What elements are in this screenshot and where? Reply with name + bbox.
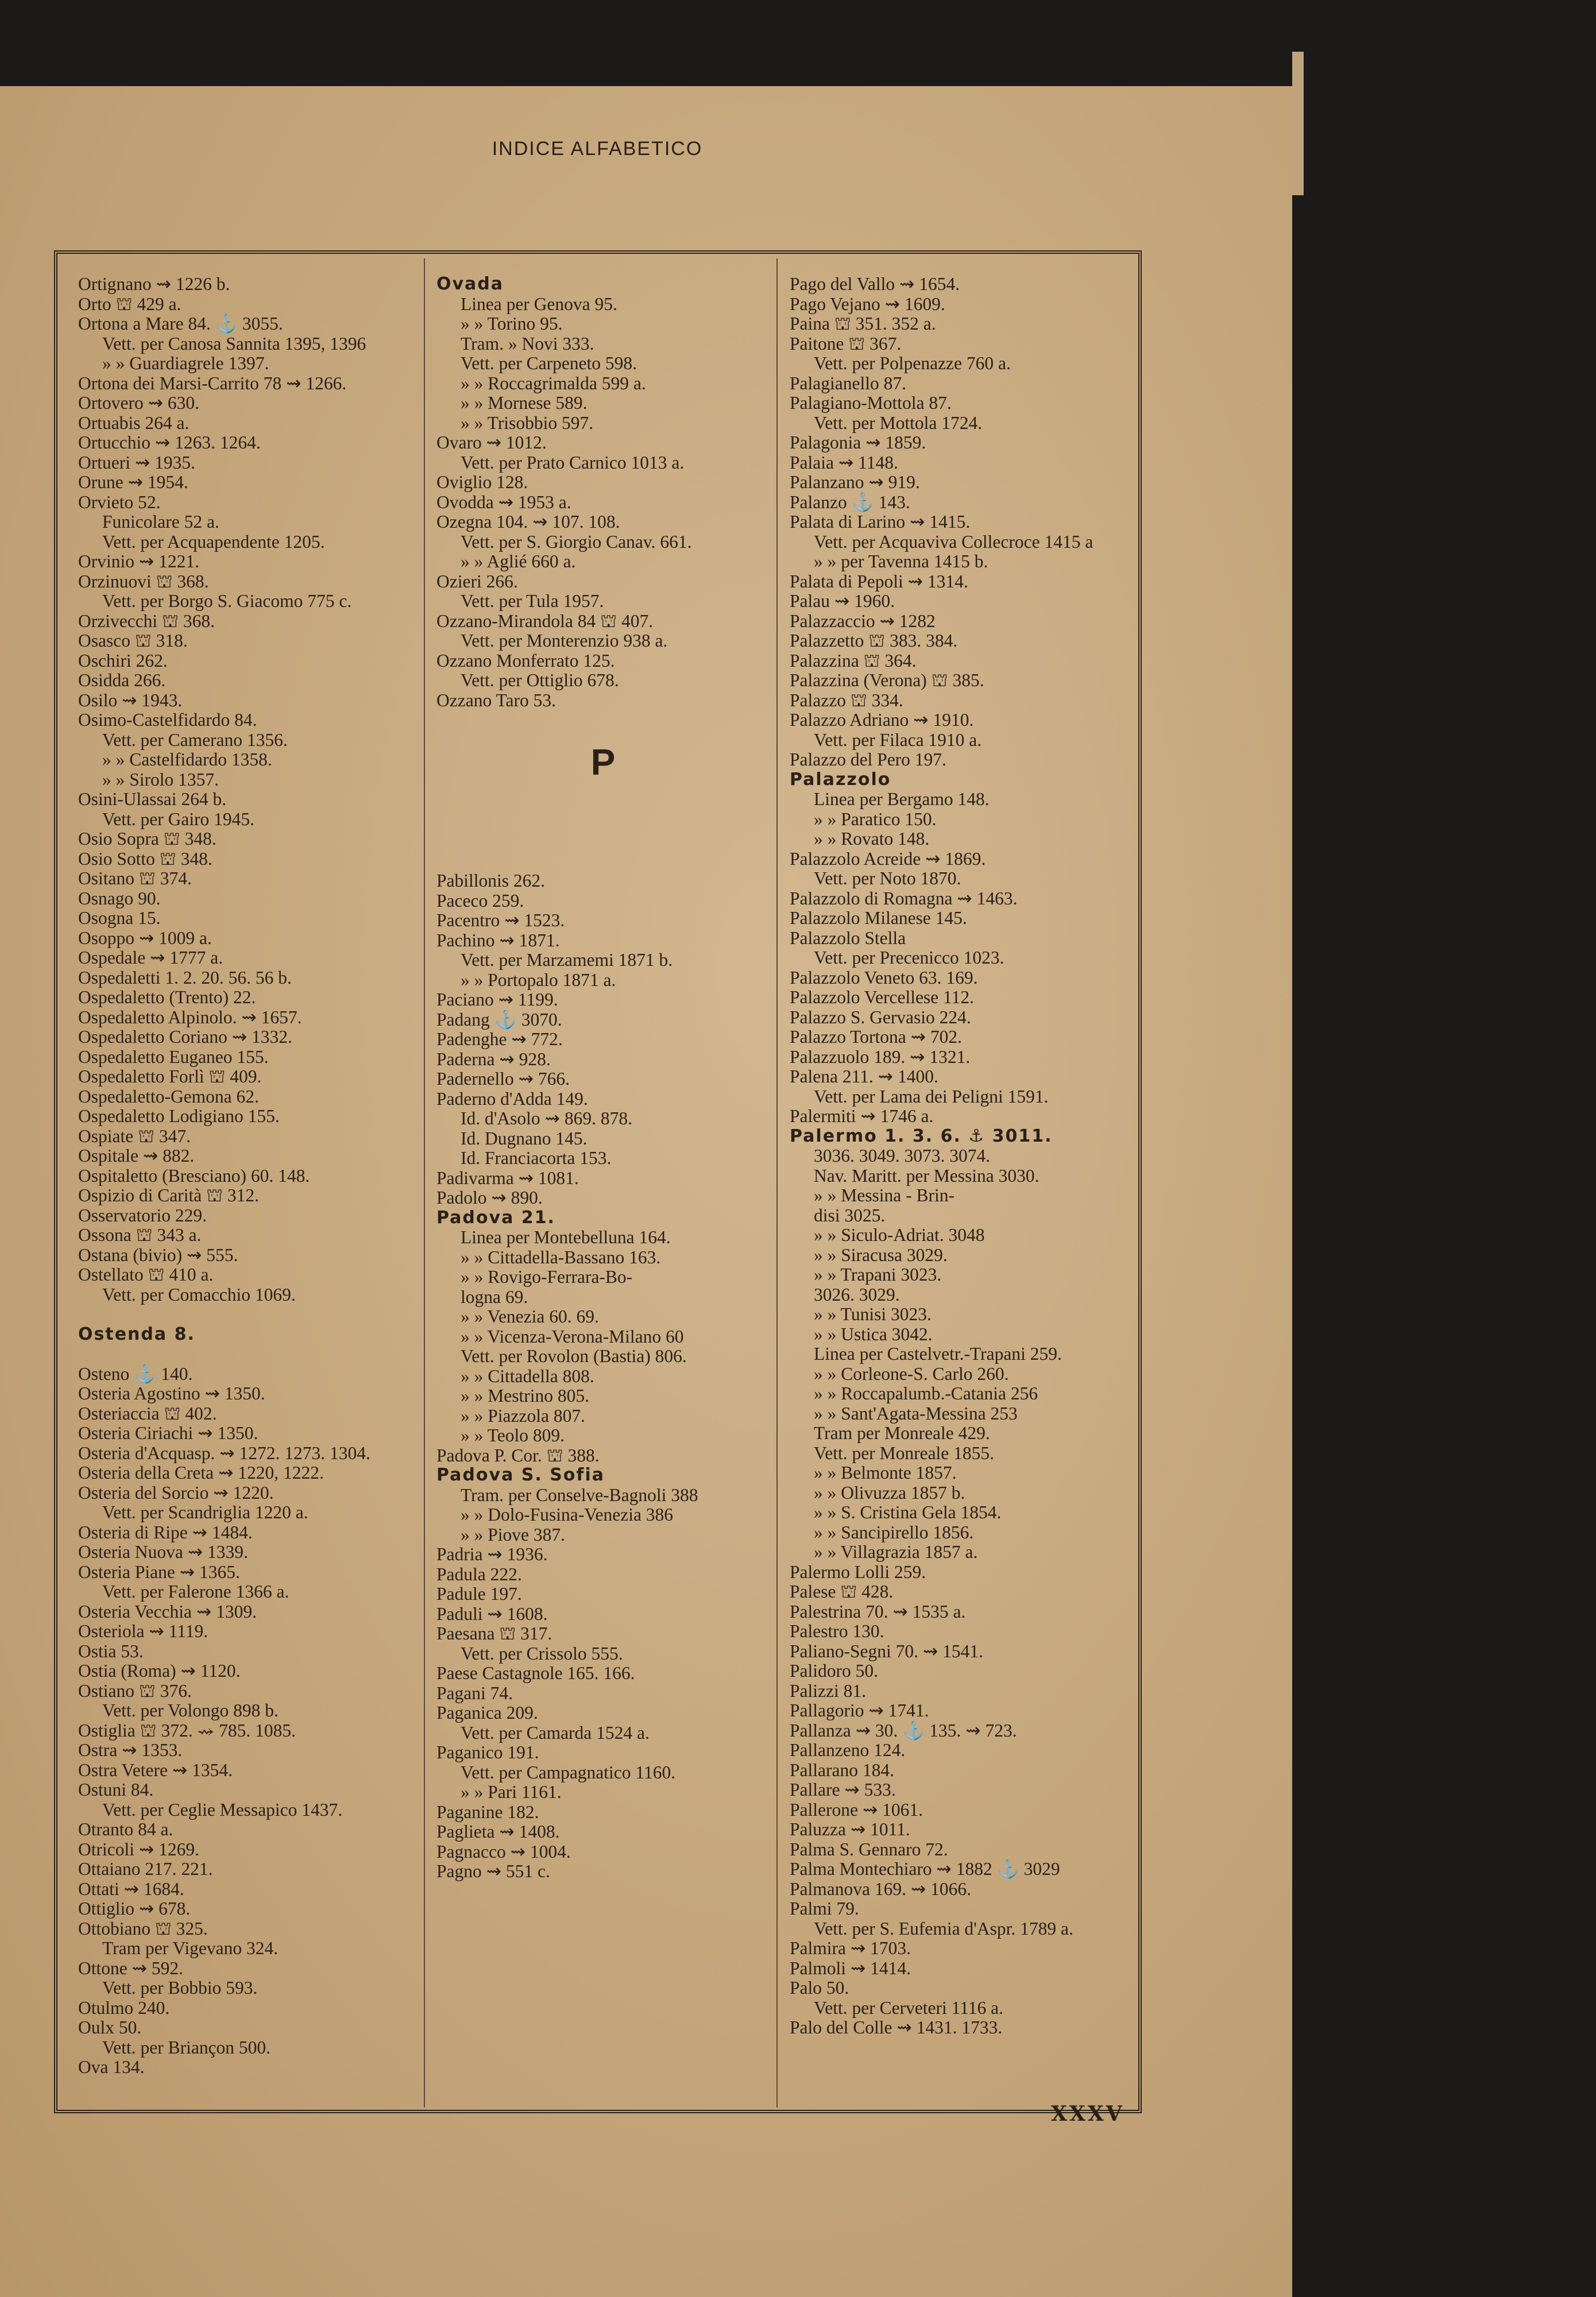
index-entry: » » Piazzola 807. — [461, 1405, 585, 1426]
index-heading: Palermo 1. 3. 6. ⚓ 3011. — [790, 1126, 1053, 1146]
index-entry: Ottobiano ⛫ 325. — [78, 1918, 208, 1939]
index-entry: Orvinio ⇝ 1221. — [78, 551, 200, 571]
index-entry: Ostiglia ⛫ 372. ⇝ 785. 1085. — [78, 1720, 296, 1741]
index-entry: Padolo ⇝ 890. — [436, 1188, 543, 1208]
index-entry: Vett. per S. Giorgio Canav. 661. — [461, 531, 692, 552]
index-entry: » » Vicenza-Verona-Milano 60 — [461, 1326, 684, 1347]
index-entry: Palermo Lolli 259. — [790, 1561, 926, 1582]
index-entry: Ospiate ⛫ 347. — [78, 1126, 191, 1146]
page-title: INDICE ALFABETICO — [492, 138, 703, 160]
index-entry: Pallanza ⇝ 30. ⚓ 135. ⇝ 723. — [790, 1720, 1017, 1741]
index-entry: Vett. per Briançon 500. — [102, 2037, 271, 2058]
index-entry: Vett. per Monterenzio 938 a. — [461, 631, 668, 651]
index-entry: Paceco 259. — [436, 890, 524, 911]
index-entry: Ospedaletto Euganeo 155. — [78, 1046, 269, 1067]
index-entry: Osidda 266. — [78, 670, 166, 690]
index-entry: Ospedaletto Alpinolo. ⇝ 1657. — [78, 1007, 302, 1027]
index-entry: Paina ⛫ 351. 352 a. — [790, 314, 936, 334]
index-entry: » » Trisobbio 597. — [461, 412, 594, 433]
index-entry: Pallare ⇝ 533. — [790, 1780, 896, 1800]
index-entry: » » Pari 1161. — [461, 1782, 562, 1802]
index-entry: Linea per Bergamo 148. — [814, 789, 990, 809]
index-entry: » » Roccapalumb.-Catania 256 — [814, 1383, 1038, 1403]
index-entry: » » Venezia 60. 69. — [461, 1306, 599, 1327]
index-entry: Palazzina ⛫ 364. — [790, 650, 917, 671]
index-entry: Pago Vejano ⇝ 1609. — [790, 293, 945, 314]
index-entry: Vett. per S. Eufemia d'Aspr. 1789 a. — [814, 1918, 1073, 1939]
index-entry: Palata di Larino ⇝ 1415. — [790, 512, 971, 532]
index-entry: » » Villagrazia 1857 a. — [814, 1542, 978, 1562]
index-heading: Padova 21. — [436, 1207, 555, 1228]
index-entry: Palermiti ⇝ 1746 a. — [790, 1106, 934, 1126]
index-entry: Palese ⛫ 428. — [790, 1581, 894, 1602]
index-entry: Paglieta ⇝ 1408. — [436, 1822, 560, 1842]
index-entry: Palazzolo Veneto 63. 169. — [790, 967, 978, 988]
index-entry: Vett. per Canosa Sannita 1395, 1396 — [102, 333, 366, 354]
index-entry: » » Sirolo 1357. — [102, 769, 219, 790]
index-entry: Vett. per Bobbio 593. — [102, 1978, 258, 1998]
index-entry: Tram per Vigevano 324. — [102, 1938, 279, 1958]
index-entry: Vett. per Crissolo 555. — [461, 1643, 623, 1664]
index-entry: » » Cittadella-Bassano 163. — [461, 1247, 661, 1267]
index-entry: Palazzolo Milanese 145. — [790, 908, 967, 928]
index-entry: Vett. per Borgo S. Giacomo 775 c. — [102, 591, 352, 611]
index-entry: Tram per Monreale 429. — [814, 1423, 990, 1443]
index-entry: » » Mestrino 805. — [461, 1386, 589, 1406]
page-number: XXXV — [1051, 2102, 1124, 2126]
index-entry: Palazzolo Acreide ⇝ 1869. — [790, 848, 986, 869]
index-entry: Padria ⇝ 1936. — [436, 1544, 548, 1564]
section-letter: P — [590, 741, 616, 783]
index-entry: Padule 197. — [436, 1584, 522, 1604]
index-entry: Ospedaletto Forlì ⛫ 409. — [78, 1066, 262, 1086]
index-entry: Padova P. Cor. ⛫ 388. — [436, 1445, 600, 1465]
index-entry: Ottati ⇝ 1684. — [78, 1878, 184, 1899]
index-column-1 — [78, 274, 423, 2112]
index-entry: Paesana ⛫ 317. — [436, 1623, 552, 1644]
index-entry: Linea per Genova 95. — [461, 293, 617, 314]
index-entry: Paganica 209. — [436, 1703, 538, 1723]
index-entry: Ostellato ⛫ 410 a. — [78, 1264, 214, 1285]
index-entry: Pallerone ⇝ 1061. — [790, 1799, 923, 1820]
index-entry: Vett. per Prato Carnico 1013 a. — [461, 452, 685, 473]
index-entry: Palata di Pepoli ⇝ 1314. — [790, 571, 968, 591]
index-entry: Ossona ⛫ 343 a. — [78, 1225, 202, 1245]
index-entry: Ospedaletto-Gemona 62. — [78, 1086, 259, 1107]
index-entry: Padula 222. — [436, 1564, 522, 1584]
index-entry: Orune ⇝ 1954. — [78, 472, 188, 492]
index-entry: Pacentro ⇝ 1523. — [436, 910, 565, 930]
index-entry: Osimo-Castelfidardo 84. — [78, 710, 257, 730]
page-edge — [1292, 52, 1304, 195]
index-entry: Palazzo Tortona ⇝ 702. — [790, 1027, 963, 1047]
index-entry: » » Sancipirello 1856. — [814, 1522, 974, 1542]
index-entry: Vett. per Tula 1957. — [461, 591, 604, 611]
index-entry: Palestrina 70. ⇝ 1535 a. — [790, 1601, 966, 1622]
index-entry: Ozieri 266. — [436, 571, 518, 591]
index-entry: Osteriaccia ⛫ 402. — [78, 1403, 217, 1424]
index-entry: Palazzolo di Romagna ⇝ 1463. — [790, 888, 1018, 908]
index-entry: Pago del Vallo ⇝ 1654. — [790, 274, 960, 294]
index-entry: Palazzolo Vercellese 112. — [790, 987, 974, 1007]
index-entry: Vett. per Noto 1870. — [814, 868, 961, 888]
index-entry: Pagani 74. — [436, 1683, 513, 1703]
index-entry: Palagiano-Mottola 87. — [790, 393, 952, 413]
index-entry: Ospitaletto (Bresciano) 60. 148. — [78, 1165, 310, 1186]
index-entry: Tram. » Novi 333. — [461, 333, 594, 354]
index-entry: Osio Sopra ⛫ 348. — [78, 829, 217, 849]
index-entry: Vett. per Cerveteri 1116 a. — [814, 1997, 1004, 2018]
index-entry: Ovaro ⇝ 1012. — [436, 432, 547, 453]
index-entry: » » Portopalo 1871 a. — [461, 969, 616, 990]
index-entry: Vett. per Lama dei Peligni 1591. — [814, 1086, 1049, 1107]
index-entry: Pallarano 184. — [790, 1760, 894, 1780]
index-entry: Ortuabis 264 a. — [78, 412, 190, 433]
index-entry: Palazzaccio ⇝ 1282 — [790, 610, 936, 631]
index-entry: Vett. per Campagnatico 1160. — [461, 1762, 676, 1782]
index-entry: Vett. per Camarda 1524 a. — [461, 1722, 650, 1743]
index-entry: Palazzo del Pero 197. — [790, 749, 946, 769]
index-entry: Osoppo ⇝ 1009 a. — [78, 927, 212, 948]
index-entry: Paganine 182. — [436, 1801, 539, 1822]
index-entry: » » Siracusa 3029. — [814, 1244, 948, 1265]
index-entry: » » Messina - Brin- — [814, 1185, 954, 1205]
index-entry: Ospizio di Carità ⛫ 312. — [78, 1185, 260, 1205]
index-entry: Linea per Castelvetr.-Trapani 259. — [814, 1344, 1062, 1364]
index-entry: Id. Dugnano 145. — [461, 1128, 588, 1148]
index-entry: Palena 211. ⇝ 1400. — [790, 1066, 938, 1086]
index-entry: Oschiri 262. — [78, 650, 168, 671]
index-entry: Palestro 130. — [790, 1621, 884, 1641]
index-entry: Orto ⛫ 429 a. — [78, 293, 181, 314]
index-column-3 — [790, 274, 1134, 2112]
index-entry: Ova 134. — [78, 2057, 145, 2077]
index-entry: logna 69. — [461, 1286, 528, 1307]
index-entry: Vett. per Acquapendente 1205. — [102, 531, 325, 552]
index-entry: Palazzuolo 189. ⇝ 1321. — [790, 1046, 971, 1067]
index-entry: Palizzi 81. — [790, 1680, 866, 1701]
index-entry: Osteria di Ripe ⇝ 1484. — [78, 1522, 253, 1542]
index-entry: Orzivecchi ⛫ 368. — [78, 610, 215, 631]
index-entry: Paese Castagnole 165. 166. — [436, 1663, 635, 1683]
index-entry: Osteria della Creta ⇝ 1220, 1222. — [78, 1463, 324, 1483]
index-entry: » » Mornese 589. — [461, 393, 588, 413]
index-entry: Osilo ⇝ 1943. — [78, 690, 183, 710]
spacer — [78, 1305, 423, 1325]
index-entry: Vett. per Marzamemi 1871 b. — [461, 950, 673, 970]
index-entry: Pallagorio ⇝ 1741. — [790, 1700, 929, 1720]
index-entry: Vett. per Ceglie Messapico 1437. — [102, 1799, 343, 1820]
index-entry: » » Roccagrimalda 599 a. — [461, 373, 646, 393]
index-entry: Ostana (bivio) ⇝ 555. — [78, 1244, 238, 1265]
index-entry: Vett. per Filaca 1910 a. — [814, 729, 982, 750]
index-entry: 3036. 3049. 3073. 3074. — [814, 1146, 991, 1166]
index-heading: Palazzolo — [790, 769, 891, 790]
index-entry: Ostia 53. — [78, 1641, 144, 1661]
index-entry: Paitone ⛫ 367. — [790, 333, 902, 354]
index-entry: Palo del Colle ⇝ 1431. 1733. — [790, 2017, 1003, 2037]
index-entry: Palazzo ⛫ 334. — [790, 690, 903, 710]
index-entry: » » Aglié 660 a. — [461, 551, 576, 571]
index-entry: Osteriola ⇝ 1119. — [78, 1621, 208, 1641]
index-entry: Ottone ⇝ 592. — [78, 1958, 184, 1978]
index-entry: Ostra Vetere ⇝ 1354. — [78, 1760, 233, 1780]
index-entry: Palagianello 87. — [790, 373, 906, 393]
index-entry: » » Siculo-Adriat. 3048 — [814, 1225, 985, 1245]
index-entry: Ostuni 84. — [78, 1780, 154, 1800]
index-entry: » » Paratico 150. — [814, 809, 937, 829]
index-entry: Pagnacco ⇝ 1004. — [436, 1841, 571, 1862]
index-entry: Ospitale ⇝ 882. — [78, 1146, 195, 1166]
index-entry: Ozzano Taro 53. — [436, 690, 557, 710]
index-entry: » » Ustica 3042. — [814, 1324, 933, 1344]
index-entry: Osasco ⛫ 318. — [78, 631, 188, 651]
index-entry: Oviglio 128. — [436, 472, 528, 492]
index-entry: Palazzo S. Gervasio 224. — [790, 1007, 971, 1027]
index-entry: » » Tunisi 3023. — [814, 1304, 932, 1324]
index-entry: 3026. 3029. — [814, 1284, 900, 1305]
index-entry: » » Dolo-Fusina-Venezia 386 — [461, 1505, 674, 1525]
index-entry: Palazzo Adriano ⇝ 1910. — [790, 710, 974, 730]
index-entry: Paderno d'Adda 149. — [436, 1088, 588, 1109]
index-entry: Vett. per Mottola 1724. — [814, 412, 983, 433]
index-column-2 — [436, 274, 781, 2112]
index-entry: disi 3025. — [814, 1205, 886, 1225]
index-entry: » » Piove 387. — [461, 1524, 566, 1545]
index-entry: Ottiglio ⇝ 678. — [78, 1898, 191, 1919]
index-entry: » » Guardiagrele 1397. — [102, 353, 269, 373]
index-entry: Funicolare 52 a. — [102, 512, 219, 532]
index-entry: » » Corleone-S. Carlo 260. — [814, 1363, 1009, 1384]
index-entry: Ozzano-Mirandola 84 ⛫ 407. — [436, 610, 654, 631]
index-entry: Osteria Ciriachi ⇝ 1350. — [78, 1423, 258, 1443]
index-entry: Ovodda ⇝ 1953 a. — [436, 492, 571, 512]
index-entry: » » Cittadella 808. — [461, 1366, 594, 1386]
index-entry: Ozegna 104. ⇝ 107. 108. — [436, 512, 620, 532]
index-entry: Ortona dei Marsi-Carrito 78 ⇝ 1266. — [78, 373, 347, 393]
index-entry: Paliano-Segni 70. ⇝ 1541. — [790, 1641, 983, 1661]
index-entry: Vett. per Camerano 1356. — [102, 729, 288, 750]
index-entry: Ospedaletto (Trento) 22. — [78, 987, 256, 1007]
index-entry: Ortueri ⇝ 1935. — [78, 452, 195, 473]
index-entry: Ospedale ⇝ 1777 a. — [78, 948, 223, 968]
index-entry: Paciano ⇝ 1199. — [436, 989, 558, 1010]
index-entry: Palau ⇝ 1960. — [790, 591, 895, 611]
index-entry: » » per Tavenna 1415 b. — [814, 551, 988, 571]
index-entry: Pabillonis 262. — [436, 871, 546, 891]
index-entry: Vett. per Scandriglia 1220 a. — [102, 1502, 308, 1522]
column-divider — [424, 258, 425, 2107]
index-entry: Padenghe ⇝ 772. — [436, 1029, 563, 1049]
index-entry: Vett. per Ottiglio 678. — [461, 670, 619, 690]
index-entry: Pachino ⇝ 1871. — [436, 930, 560, 950]
index-entry: Palmanova 169. ⇝ 1066. — [790, 1878, 971, 1899]
index-entry: Palaia ⇝ 1148. — [790, 452, 898, 473]
index-entry: Nav. Maritt. per Messina 3030. — [814, 1165, 1039, 1186]
index-entry: Ortucchio ⇝ 1263. 1264. — [78, 432, 261, 453]
index-entry: Orvieto 52. — [78, 492, 161, 512]
index-entry: Vett. per Comacchio 1069. — [102, 1284, 296, 1305]
index-entry: Otulmo 240. — [78, 1997, 170, 2018]
index-entry: Otranto 84 a. — [78, 1819, 173, 1839]
index-entry: Palazzetto ⛫ 383. 384. — [790, 631, 958, 651]
index-entry: » » S. Cristina Gela 1854. — [814, 1502, 1002, 1522]
index-entry: Orzinuovi ⛫ 368. — [78, 571, 209, 591]
index-entry: » » Teolo 809. — [461, 1425, 565, 1445]
index-entry: Paluzza ⇝ 1011. — [790, 1819, 910, 1839]
index-entry: Palmi 79. — [790, 1898, 859, 1919]
index-entry: Palanzano ⇝ 919. — [790, 472, 920, 492]
index-entry: » » Sant'Agata-Messina 253 — [814, 1403, 1018, 1424]
index-entry: Osservatorio 229. — [78, 1205, 207, 1225]
index-entry: Palazzolo Stella — [790, 927, 906, 948]
index-entry: Osio Sotto ⛫ 348. — [78, 848, 212, 869]
index-entry: Palmoli ⇝ 1414. — [790, 1958, 911, 1978]
index-entry: Ospedaletto Coriano ⇝ 1332. — [78, 1027, 292, 1047]
index-entry: » » Rovato 148. — [814, 829, 930, 849]
index-entry: Vett. per Rovolon (Bastia) 806. — [461, 1346, 687, 1366]
index-entry: Palmira ⇝ 1703. — [790, 1938, 911, 1958]
index-entry: Padernello ⇝ 766. — [436, 1069, 570, 1089]
index-entry: Paganico 191. — [436, 1742, 539, 1762]
index-entry: Ortona a Mare 84. ⚓ 3055. — [78, 314, 283, 334]
index-entry: Pagno ⇝ 551 c. — [436, 1861, 550, 1881]
spacer — [78, 1344, 423, 1364]
index-entry: Osteno ⚓ 140. — [78, 1363, 193, 1384]
index-entry: Vett. per Precenicco 1023. — [814, 948, 1004, 968]
index-entry: Osteria Vecchia ⇝ 1309. — [78, 1601, 257, 1622]
index-entry: Id. Franciacorta 153. — [461, 1148, 612, 1168]
index-entry: Vett. per Polpenazze 760 a. — [814, 353, 1011, 373]
index-entry: Ortignano ⇝ 1226 b. — [78, 274, 230, 294]
index-entry: Palagonia ⇝ 1859. — [790, 432, 926, 453]
index-entry: Otricoli ⇝ 1269. — [78, 1839, 199, 1859]
index-entry: Osogna 15. — [78, 908, 161, 928]
index-entry: Linea per Montebelluna 164. — [461, 1227, 671, 1247]
index-entry: Ostra ⇝ 1353. — [78, 1740, 183, 1760]
index-entry: Vett. per Volongo 898 b. — [102, 1700, 279, 1720]
index-entry: Vett. per Acquaviva Collecroce 1415 a — [814, 531, 1093, 552]
index-entry: » » Belmonte 1857. — [814, 1463, 957, 1483]
index-entry: Oulx 50. — [78, 2017, 142, 2037]
index-heading: Ostenda 8. — [78, 1324, 195, 1344]
index-entry: Palma S. Gennaro 72. — [790, 1839, 948, 1859]
index-entry: » » Olivuzza 1857 b. — [814, 1482, 965, 1503]
index-entry: » » Trapani 3023. — [814, 1264, 942, 1285]
index-entry: Ostiano ⛫ 376. — [78, 1680, 192, 1701]
index-entry: Pallanzeno 124. — [790, 1740, 906, 1760]
index-entry: Palo 50. — [790, 1978, 849, 1998]
index-entry: Vett. per Gairo 1945. — [102, 809, 255, 829]
index-entry: Vett. per Falerone 1366 a. — [102, 1581, 289, 1602]
index-entry: Tram. per Conselve-Bagnoli 388 — [461, 1484, 698, 1505]
index-entry: Paderna ⇝ 928. — [436, 1049, 551, 1069]
index-entry: Padivarma ⇝ 1081. — [436, 1167, 579, 1188]
index-entry: Osteria Piane ⇝ 1365. — [78, 1561, 240, 1582]
index-entry: Ospedaletti 1. 2. 20. 56. 56 b. — [78, 967, 292, 988]
index-entry: » » Castelfidardo 1358. — [102, 749, 272, 769]
index-entry: » » Torino 95. — [461, 314, 563, 334]
index-entry: Osnago 90. — [78, 888, 161, 908]
index-entry: Palazzina (Verona) ⛫ 385. — [790, 670, 984, 690]
index-entry: Ozzano Monferrato 125. — [436, 650, 615, 671]
index-heading: Padova S. Sofia — [436, 1465, 605, 1485]
index-entry: Paduli ⇝ 1608. — [436, 1603, 548, 1624]
index-entry: Osteria Agostino ⇝ 1350. — [78, 1383, 265, 1403]
index-entry: Palanzo ⚓ 143. — [790, 492, 910, 512]
index-entry: Ositano ⛫ 374. — [78, 868, 192, 888]
index-entry: Palidoro 50. — [790, 1661, 878, 1681]
index-entry: Osteria Nuova ⇝ 1339. — [78, 1542, 248, 1562]
index-entry: Vett. per Monreale 1855. — [814, 1443, 995, 1463]
index-entry: Ospedaletto Lodigiano 155. — [78, 1106, 280, 1126]
index-entry: » » Rovigo-Ferrara-Bo- — [461, 1267, 633, 1287]
index-entry: Ottaiano 217. 221. — [78, 1859, 213, 1879]
index-entry: Osini-Ulassai 264 b. — [78, 789, 227, 809]
index-heading: Ovada — [436, 274, 504, 294]
index-entry: Ortovero ⇝ 630. — [78, 393, 199, 413]
index-entry: Padang ⚓ 3070. — [436, 1009, 562, 1030]
index-entry: Osteria del Sorcio ⇝ 1220. — [78, 1482, 274, 1503]
index-entry: Osteria d'Acquasp. ⇝ 1272. 1273. 1304. — [78, 1443, 370, 1463]
index-entry: Id. d'Asolo ⇝ 869. 878. — [461, 1108, 632, 1128]
index-entry: Vett. per Carpeneto 598. — [461, 353, 637, 373]
index-entry: Palma Montechiaro ⇝ 1882 ⚓ 3029 — [790, 1859, 1060, 1879]
index-entry: Ostia (Roma) ⇝ 1120. — [78, 1661, 241, 1681]
